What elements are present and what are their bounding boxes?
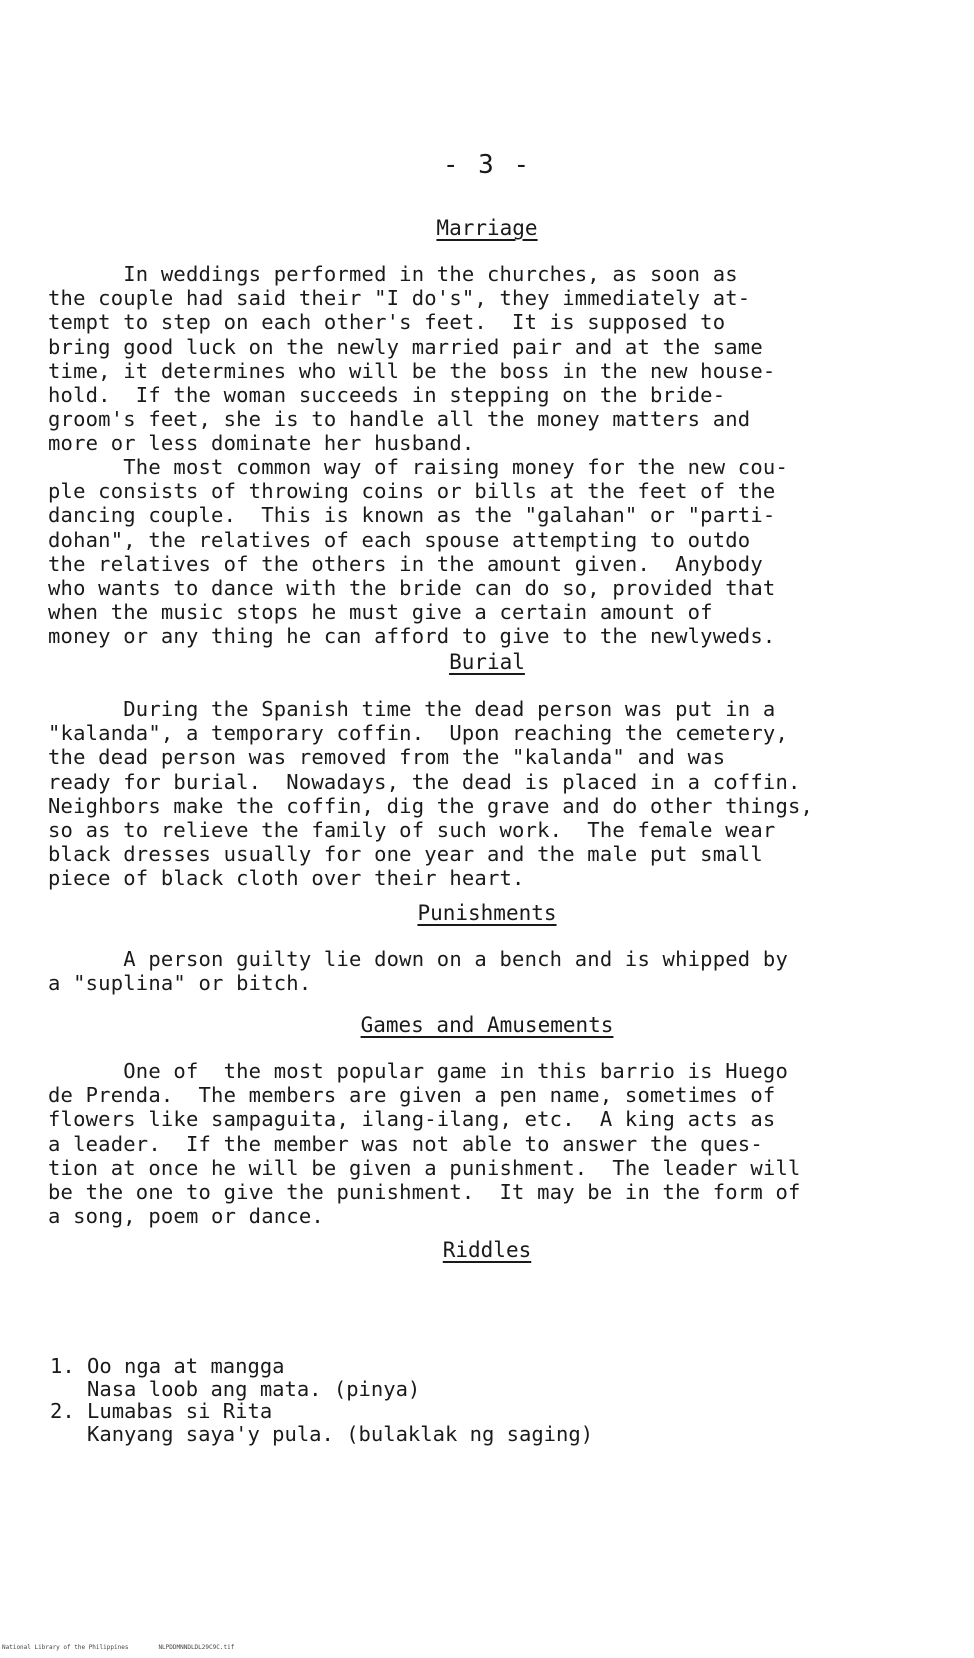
riddle-line: 2. Lumabas si Rita bbox=[50, 1399, 273, 1423]
heading-marriage: Marriage bbox=[436, 216, 538, 240]
footer-file: NLPDDMNNDLDL29C9C.tif bbox=[158, 1644, 235, 1651]
riddles-list bbox=[50, 1355, 593, 1445]
heading-burial: Burial bbox=[449, 650, 525, 674]
marriage-paragraph-1: In weddings performed in the churches, as soon as the couple had said their "I do's", they immediately at- tempt to step on each other's feet. It is supposed to bring good luck on the newly married pair and at the same time, it determines who will be the boss in the new house- hold. If the woman succeeds in stepping on the bride- groom's feet, she is to handle all the money matters and more or less dominate her husband. bbox=[48, 262, 776, 456]
punishments-paragraph: A person guilty lie down on a bench and is whipped by a "suplina" or bitch. bbox=[48, 947, 788, 996]
riddle-answer-line: Nasa loob ang mata. (pinya) bbox=[50, 1376, 421, 1401]
riddle-answer-line: Kanyang saya'y pula. (bulaklak ng saging) bbox=[50, 1421, 594, 1446]
riddle-item bbox=[50, 1400, 593, 1445]
marriage-paragraph-2: The most common way of raising money for the new cou- ple consists of throwing coins or bills at the feet of the dancing couple. This is known as the "galahan" or "parti- dohan", the relatives of each spouse attempting to outdo the relatives of the others in the amount given. Anybody who wants to dance with the bride can do so, provided that when the music stops he must give a certain amount of money or any thing he can afford to give to the newlyweds. bbox=[48, 455, 788, 649]
page-number: - 3 - bbox=[442, 150, 532, 180]
scan-footer bbox=[2, 1644, 264, 1651]
games-paragraph: One of the most popular game in this barrio is Huego de Prenda. The members are given a pen name, sometimes of flowers like sampaguita, ilang-ilang, etc. A king acts as a leader. If the member was not able to answer the ques- tion at once he will be given a punishment. The leader will be the one to give the punishment. It may be in the form of a song, poem or dance. bbox=[48, 1059, 801, 1229]
heading-punishments: Punishments bbox=[417, 901, 557, 925]
heading-games-and-amusements: Games and Amusements bbox=[360, 1013, 614, 1037]
footer-source: National Library of the Philippines bbox=[2, 1644, 129, 1651]
riddle-line: 1. Oo nga at mangga bbox=[50, 1354, 285, 1378]
burial-paragraph: During the Spanish time the dead person was put in a "kalanda", a temporary coffin. Upon reaching the cemetery, the dead person was removed from the "kalanda" and was ready for burial. Nowadays, the dead is placed in a coffin. Neighbors make the coffin, dig the grave and do other things, so as to relieve the family of such work. The female wear black dresses usually for one year and the male put small piece of black cloth over their heart. bbox=[48, 697, 814, 891]
heading-riddles: Riddles bbox=[442, 1238, 532, 1262]
riddle-item bbox=[50, 1355, 593, 1400]
